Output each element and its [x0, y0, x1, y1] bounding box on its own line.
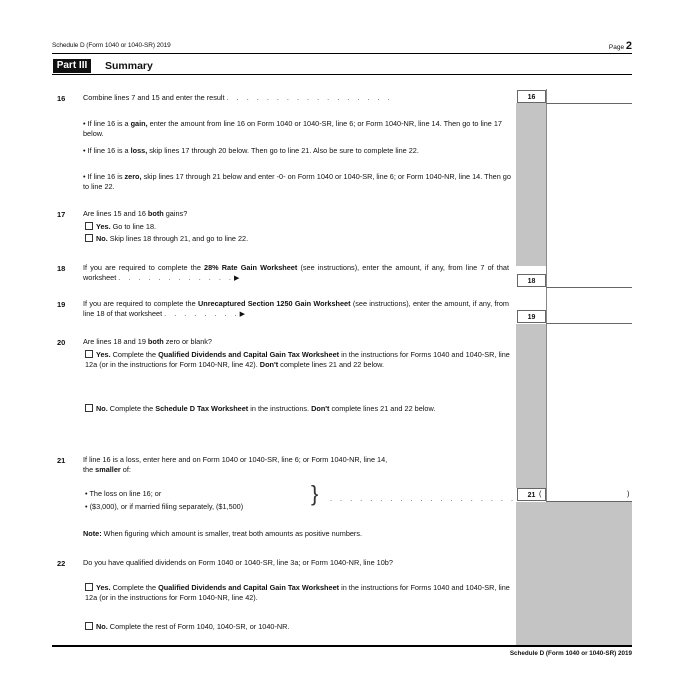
line-20-no-checkbox[interactable]	[85, 404, 93, 412]
shaded-column-a	[516, 103, 546, 266]
line-21-bullet-2: • ($3,000), or if married filing separately, ($1,500)	[85, 502, 244, 511]
line-18-box: 18	[517, 274, 546, 287]
line-19-number: 19	[57, 300, 66, 309]
line-16-text	[83, 93, 513, 103]
line-21-paren-close: )	[627, 489, 630, 498]
line-20-question: Are lines 18 and 19 both zero or blank?	[83, 337, 212, 346]
dot-leader: . . . . . . . . . . . .	[118, 273, 234, 282]
line-16-number: 16	[57, 94, 66, 103]
line-18-text: If you are required to complete the 28% Rate Gain Worksheet (see instructions), enter the amount, if any, from line 7 of that worksheet . . . . . . . . . . . .▶	[83, 263, 509, 282]
line-21-text-1: If line 16 is a loss, enter here and on Form 1040 or 1040-SR, line 6; or Form 1040-NR, line 14,	[83, 455, 388, 464]
line-22-no-option[interactable]: No. Complete the rest of Form 1040, 1040-SR, or 1040-NR.	[85, 622, 510, 632]
line-22-yes-option[interactable]: Yes. Complete the Qualified Dividends and Capital Gain Tax Worksheet in the instructions for Forms 1040 and 1040-SR, line 12a (or in the instructions for Form 1040-NR, line 42).	[85, 583, 510, 602]
footer-form-ref: Schedule D (Form 1040 or 1040-SR) 2019	[509, 650, 632, 657]
line-21-text-2: the smaller of:	[83, 465, 131, 474]
line-22-no-checkbox[interactable]	[85, 622, 93, 630]
line-20-yes-option[interactable]: Yes. Complete the Qualified Dividends and Capital Gain Tax Worksheet in the instructions for Forms 1040 and 1040-SR, line 12a (or in the instructions for Form 1040-NR, line 42). Don't complete lines 21 and 22 below.	[85, 350, 510, 369]
line-18-amount-field[interactable]	[546, 287, 632, 288]
line-17-question: Are lines 15 and 16 both gains?	[83, 209, 188, 218]
page-label: Page	[608, 44, 625, 51]
arrow-icon: ▶	[239, 311, 245, 318]
line-17-no-option[interactable]: No. Skip lines 18 through 21, and go to line 22.	[85, 234, 248, 244]
line-17-no-checkbox[interactable]	[85, 234, 93, 242]
header-page	[609, 40, 632, 52]
line-17-yes-checkbox[interactable]	[85, 222, 93, 230]
part-rule	[52, 74, 632, 75]
line-19-text: If you are required to complete the Unrecaptured Section 1250 Gain Worksheet (see instructions), enter the amount, if any, from line 18 of that worksheet . . . . . . . .▶	[83, 299, 509, 318]
line-22-yes-checkbox[interactable]	[85, 583, 93, 591]
line-22-question: Do you have qualified dividends on Form 1040 or 1040-SR, line 3a; or Form 1040-NR, line 10b?	[83, 558, 393, 567]
line-20-number: 20	[57, 338, 66, 347]
line-16-bullet-3: • If line 16 is zero, skip lines 17 through 21 below and enter -0- on Form 1040 or 1040-SR, line 6; or Form 1040-NR, line 14. Then go to line 22.	[83, 172, 511, 191]
line-16-amount-field[interactable]	[546, 103, 632, 104]
line-16-bullet-1: • If line 16 is a gain, enter the amount from line 16 on Form 1040 or 1040-SR, line 6; or Form 1040-NR, line 14. Then go to line 17 below.	[83, 119, 502, 138]
line-21-text	[83, 455, 513, 475]
dot-leader: . . . . . . . . . . . . . . . . .	[226, 93, 393, 102]
line-16-bullet-2: • If line 16 is a loss, skip lines 17 through 20 below. Then go to line 21. Also be sure to complete line 22.	[83, 146, 419, 155]
line-21-paren-open: (	[539, 489, 542, 498]
amount-column	[546, 89, 633, 502]
line-21-number: 21	[57, 456, 66, 465]
shaded-amount-c	[546, 502, 632, 645]
line-20-yes-checkbox[interactable]	[85, 350, 93, 358]
dot-leader: . . . . . . . . . . . . . . . . . . .	[330, 494, 517, 503]
line-19-box: 19	[517, 310, 546, 323]
line-21-amount-field[interactable]	[546, 501, 632, 502]
arrow-icon: ▶	[233, 275, 240, 282]
header-form-ref: Schedule D (Form 1040 or 1040-SR) 2019	[52, 42, 171, 49]
line-18-number: 18	[57, 264, 66, 273]
shaded-column-c	[516, 502, 546, 645]
brace-icon: }	[311, 481, 319, 506]
line-21-note: Note: When figuring which amount is smaller, treat both amounts as positive numbers.	[83, 529, 363, 538]
top-rule	[52, 53, 632, 54]
part-title: Summary	[105, 60, 153, 72]
dot-leader: . . . . . . . .	[164, 309, 240, 318]
part-label: Part III	[53, 59, 91, 73]
line-21-box: 21	[517, 488, 546, 501]
line-22-number: 22	[57, 559, 66, 568]
line-16-label: Combine lines 7 and 15 and enter the result	[83, 93, 225, 102]
bottom-rule	[52, 645, 632, 647]
line-17-yes-option[interactable]: Yes. Go to line 18.	[85, 222, 156, 232]
line-17-number: 17	[57, 210, 66, 219]
line-19-amount-field[interactable]	[546, 323, 632, 324]
shaded-column-b	[516, 324, 546, 488]
line-21-bullet-1: • The loss on line 16; or	[85, 489, 162, 498]
line-20-no-option[interactable]: No. Complete the Schedule D Tax Worksheet in the instructions. Don't complete lines 21 and 22 below.	[85, 404, 510, 414]
page-number: 2	[625, 40, 632, 52]
line-16-box: 16	[517, 90, 546, 103]
